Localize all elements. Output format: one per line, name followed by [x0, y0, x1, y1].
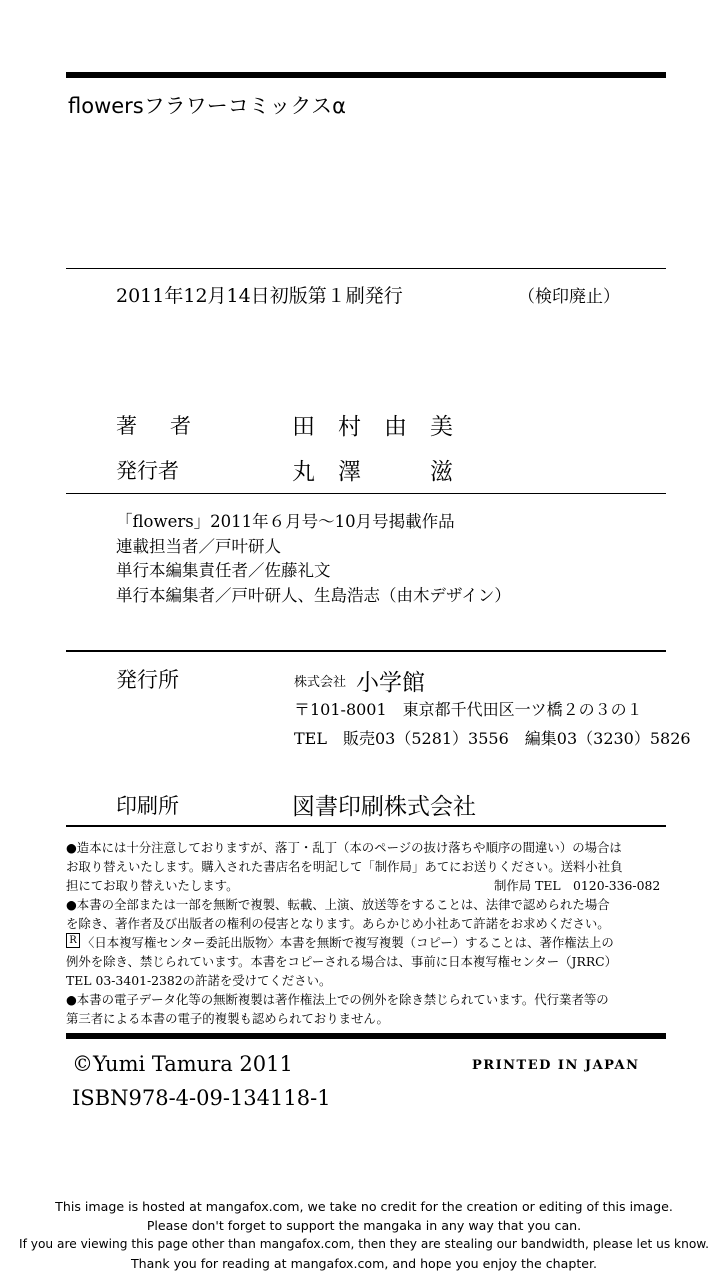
- notice-line: 例外を除き、禁じられています。本書をコピーされる場合は、事前に日本複写権センター（JRRC）: [66, 954, 618, 969]
- publisher-address: 〒101-8001 東京都千代田区一ツ橋２の３の１: [294, 700, 643, 719]
- notice-line: 〈日本複写権センター委託出版物〉本書を無断で複写複製（コピー）することは、著作権法上の: [82, 935, 614, 950]
- publisher-rule: [66, 650, 666, 652]
- footer-line: This image is hosted at mangafox.com, we take no credit for the creation or editing of this image.: [55, 1199, 673, 1214]
- footer-line: Thank you for reading at mangafox.com, and hope you enjoy the chapter.: [130, 1256, 598, 1271]
- publisher-person-role: 発行者: [116, 459, 179, 483]
- notice-line: お取り替えいたします。購入された書店名を明記して「制作局」あてにお送りください。送料小社負: [66, 859, 623, 874]
- printer-label: 印刷所: [116, 794, 179, 818]
- notice-line: TEL 03-3401-2382の許諾を受けてください。: [66, 973, 332, 988]
- copyright: ©Yumi Tamura 2011: [72, 1052, 293, 1076]
- author-name: 田 村 由 美: [292, 414, 453, 440]
- credits-rule: [66, 493, 666, 494]
- edition-date: 2011年12月14日初版第１刷発行: [116, 285, 403, 307]
- seal-note: （検印廃止）: [518, 287, 620, 307]
- publisher-phone: TEL 販売03（5281）3556 編集03（3230）5826: [294, 729, 691, 748]
- company-name: 小学館: [356, 670, 425, 696]
- edition-rule: [66, 268, 666, 269]
- notice-line: を除き、著作者及び出版者の権利の侵害となります。あらかじめ小社あて許諾をお求めください。: [66, 916, 610, 931]
- production-contact: 制作局 TEL 0120-336-082: [494, 878, 661, 893]
- publication-info-line: 単行本編集責任者／佐藤礼文: [116, 561, 331, 580]
- notice-line: ●本書の全部または一部を無断で複製、転載、上演、放送等をすることは、法律で認められた場合: [66, 897, 610, 912]
- r-mark-icon: R: [66, 933, 80, 948]
- publisher-label: 発行所: [116, 668, 179, 692]
- notice-line: ●造本には十分注意しておりますが、落丁・乱丁（本のページの抜け落ちや順序の間違い）の場合は: [66, 840, 622, 855]
- publication-info-line: 単行本編集者／戸叶研人、生島浩志（由木デザイン）: [116, 586, 511, 605]
- printer-name: 図書印刷株式会社: [292, 794, 476, 820]
- notice-line: 担にてお取り替えいたします。: [66, 878, 239, 893]
- footer-line: Please don't forget to support the mangaka in any way that you can.: [146, 1218, 582, 1233]
- bottom-rule: [66, 1033, 666, 1039]
- printed-in: PRINTED IN JAPAN: [472, 1058, 640, 1073]
- publication-info-line: 「flowers」2011年６月号〜10月号掲載作品: [116, 512, 455, 531]
- notice-rule: [66, 825, 666, 827]
- publication-info-line: 連載担当者／戸叶研人: [116, 537, 281, 556]
- series-title: flowersフラワーコミックスα: [68, 94, 346, 118]
- top-rule: [66, 72, 666, 78]
- publisher-person-name: 丸 澤 滋: [292, 459, 453, 485]
- notice-line: ●本書の電子データ化等の無断複製は著作権法上での例外を除き禁じられています。代行業者等の: [66, 992, 609, 1007]
- author-role: 著 者: [116, 414, 197, 438]
- isbn: ISBN978-4-09-134118-1: [72, 1086, 331, 1110]
- notice-line: 第三者による本書の電子的複製も認められておりません。: [66, 1011, 389, 1026]
- company-prefix: 株式会社: [294, 675, 347, 690]
- footer-line: If you are viewing this page other than mangafox.com, then they are stealing our bandwidth, please let us know.: [18, 1237, 710, 1251]
